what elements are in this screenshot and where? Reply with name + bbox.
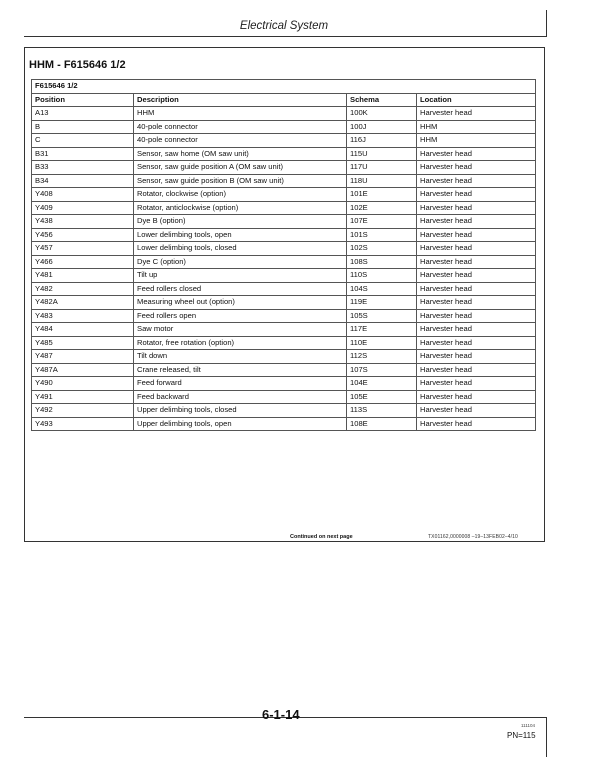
cell-schema: 101E [347, 188, 417, 202]
table-header-row [32, 93, 536, 107]
table-row [32, 188, 536, 202]
cell-schema: 119E [347, 296, 417, 310]
table-row [32, 228, 536, 242]
cell-description: Sensor, saw guide position A (OM saw unit) [134, 161, 347, 175]
cell-position: Y490 [32, 377, 134, 391]
cell-schema: 107E [347, 215, 417, 229]
table-row [32, 147, 536, 161]
column-header-position: Position [32, 93, 134, 107]
cell-location: Harvester head [417, 350, 536, 364]
cell-position: Y466 [32, 255, 134, 269]
cell-description: Rotator, clockwise (option) [134, 188, 347, 202]
cell-location: Harvester head [417, 201, 536, 215]
cell-location: HHM [417, 120, 536, 134]
table-caption-row [32, 80, 536, 94]
cell-schema: 117E [347, 323, 417, 337]
table-row [32, 134, 536, 148]
cell-description: Upper delimbing tools, closed [134, 404, 347, 418]
cell-description: Feed backward [134, 390, 347, 404]
cell-position: A13 [32, 107, 134, 121]
cell-position: Y487 [32, 350, 134, 364]
component-table [31, 79, 536, 431]
cell-description: Upper delimbing tools, open [134, 417, 347, 431]
cell-position: Y485 [32, 336, 134, 350]
cell-description: Feed rollers closed [134, 282, 347, 296]
cell-position: B31 [32, 147, 134, 161]
cell-schema: 102E [347, 201, 417, 215]
cell-position: Y487A [32, 363, 134, 377]
column-header-description: Description [134, 93, 347, 107]
table-row [32, 255, 536, 269]
section-title: HHM - F615646 1/2 [29, 59, 126, 71]
cell-schema: 113S [347, 404, 417, 418]
cell-position: B34 [32, 174, 134, 188]
table-row [32, 107, 536, 121]
cell-description: Lower delimbing tools, open [134, 228, 347, 242]
cell-location: Harvester head [417, 228, 536, 242]
cell-schema: 117U [347, 161, 417, 175]
cell-schema: 108E [347, 417, 417, 431]
cell-location: Harvester head [417, 404, 536, 418]
cell-location: Harvester head [417, 390, 536, 404]
cell-description: Measuring wheel out (option) [134, 296, 347, 310]
cell-position: Y484 [32, 323, 134, 337]
cell-location: Harvester head [417, 282, 536, 296]
cell-location: Harvester head [417, 323, 536, 337]
cell-description: Saw motor [134, 323, 347, 337]
cell-position: B33 [32, 161, 134, 175]
table-row [32, 363, 536, 377]
table-row [32, 309, 536, 323]
cell-location: Harvester head [417, 215, 536, 229]
cell-description: Feed rollers open [134, 309, 347, 323]
cell-location: Harvester head [417, 336, 536, 350]
cell-position: Y482A [32, 296, 134, 310]
cell-position: B [32, 120, 134, 134]
cell-schema: 116J [347, 134, 417, 148]
cell-position: Y482 [32, 282, 134, 296]
cell-location: Harvester head [417, 255, 536, 269]
cell-position: C [32, 134, 134, 148]
cell-location: Harvester head [417, 377, 536, 391]
cell-schema: 118U [347, 174, 417, 188]
footer-side-rule [546, 717, 547, 757]
reference-code: TX01162,0000008 –19–13FEB02–4/10 [428, 534, 518, 540]
cell-position: Y483 [32, 309, 134, 323]
cell-schema: 100K [347, 107, 417, 121]
cell-description: Rotator, free rotation (option) [134, 336, 347, 350]
cell-position: Y457 [32, 242, 134, 256]
cell-schema: 105E [347, 390, 417, 404]
cell-location: Harvester head [417, 296, 536, 310]
cell-schema: 104S [347, 282, 417, 296]
cell-description: Feed forward [134, 377, 347, 391]
table-row [32, 404, 536, 418]
cell-position: Y491 [32, 390, 134, 404]
page-header-title: Electrical System [239, 20, 329, 32]
cell-location: Harvester head [417, 107, 536, 121]
cell-description: Sensor, saw home (OM saw unit) [134, 147, 347, 161]
table-row [32, 242, 536, 256]
cell-position: Y456 [32, 228, 134, 242]
table-row [32, 215, 536, 229]
cell-description: 40-pole connector [134, 134, 347, 148]
cell-position: Y493 [32, 417, 134, 431]
cell-schema: 107S [347, 363, 417, 377]
cell-position: Y492 [32, 404, 134, 418]
cell-description: Lower delimbing tools, closed [134, 242, 347, 256]
continued-note: Continued on next page [290, 534, 353, 540]
cell-schema: 110S [347, 269, 417, 283]
cell-position: Y438 [32, 215, 134, 229]
table-row [32, 390, 536, 404]
header-side-rule [546, 10, 547, 37]
table-row [32, 296, 536, 310]
table-row [32, 201, 536, 215]
cell-description: 40-pole connector [134, 120, 347, 134]
cell-location: Harvester head [417, 161, 536, 175]
cell-position: Y409 [32, 201, 134, 215]
cell-location: HHM [417, 134, 536, 148]
cell-schema: 104E [347, 377, 417, 391]
cell-description: Sensor, saw guide position B (OM saw unit) [134, 174, 347, 188]
cell-description: Crane released, tilt [134, 363, 347, 377]
cell-schema: 112S [347, 350, 417, 364]
cell-location: Harvester head [417, 309, 536, 323]
cell-schema: 110E [347, 336, 417, 350]
cell-location: Harvester head [417, 174, 536, 188]
cell-location: Harvester head [417, 242, 536, 256]
cell-schema: 105S [347, 309, 417, 323]
column-header-location: Location [417, 93, 536, 107]
footer-date: 111104 [521, 723, 536, 728]
cell-location: Harvester head [417, 363, 536, 377]
cell-schema: 101S [347, 228, 417, 242]
cell-schema: 102S [347, 242, 417, 256]
table-row [32, 323, 536, 337]
cell-position: Y481 [32, 269, 134, 283]
page-number: 6-1-14 [262, 707, 300, 722]
cell-description: Tilt down [134, 350, 347, 364]
cell-location: Harvester head [417, 147, 536, 161]
header-divider [24, 36, 546, 37]
cell-location: Harvester head [417, 269, 536, 283]
footer-pn: PN=115 [507, 731, 536, 740]
table-row [32, 350, 536, 364]
cell-description: Dye C (option) [134, 255, 347, 269]
table-caption: F615646 1/2 [32, 80, 536, 94]
table-row [32, 269, 536, 283]
table-row [32, 377, 536, 391]
cell-schema: 100J [347, 120, 417, 134]
table-row [32, 120, 536, 134]
column-header-schema: Schema [347, 93, 417, 107]
cell-description: Tilt up [134, 269, 347, 283]
table-body [32, 107, 536, 431]
cell-description: HHM [134, 107, 347, 121]
table-row [32, 161, 536, 175]
cell-description: Dye B (option) [134, 215, 347, 229]
table-row [32, 282, 536, 296]
table-row [32, 174, 536, 188]
cell-schema: 115U [347, 147, 417, 161]
table-row [32, 336, 536, 350]
cell-schema: 108S [347, 255, 417, 269]
cell-description: Rotator, anticlockwise (option) [134, 201, 347, 215]
table-row [32, 417, 536, 431]
cell-location: Harvester head [417, 417, 536, 431]
cell-location: Harvester head [417, 188, 536, 202]
cell-position: Y408 [32, 188, 134, 202]
